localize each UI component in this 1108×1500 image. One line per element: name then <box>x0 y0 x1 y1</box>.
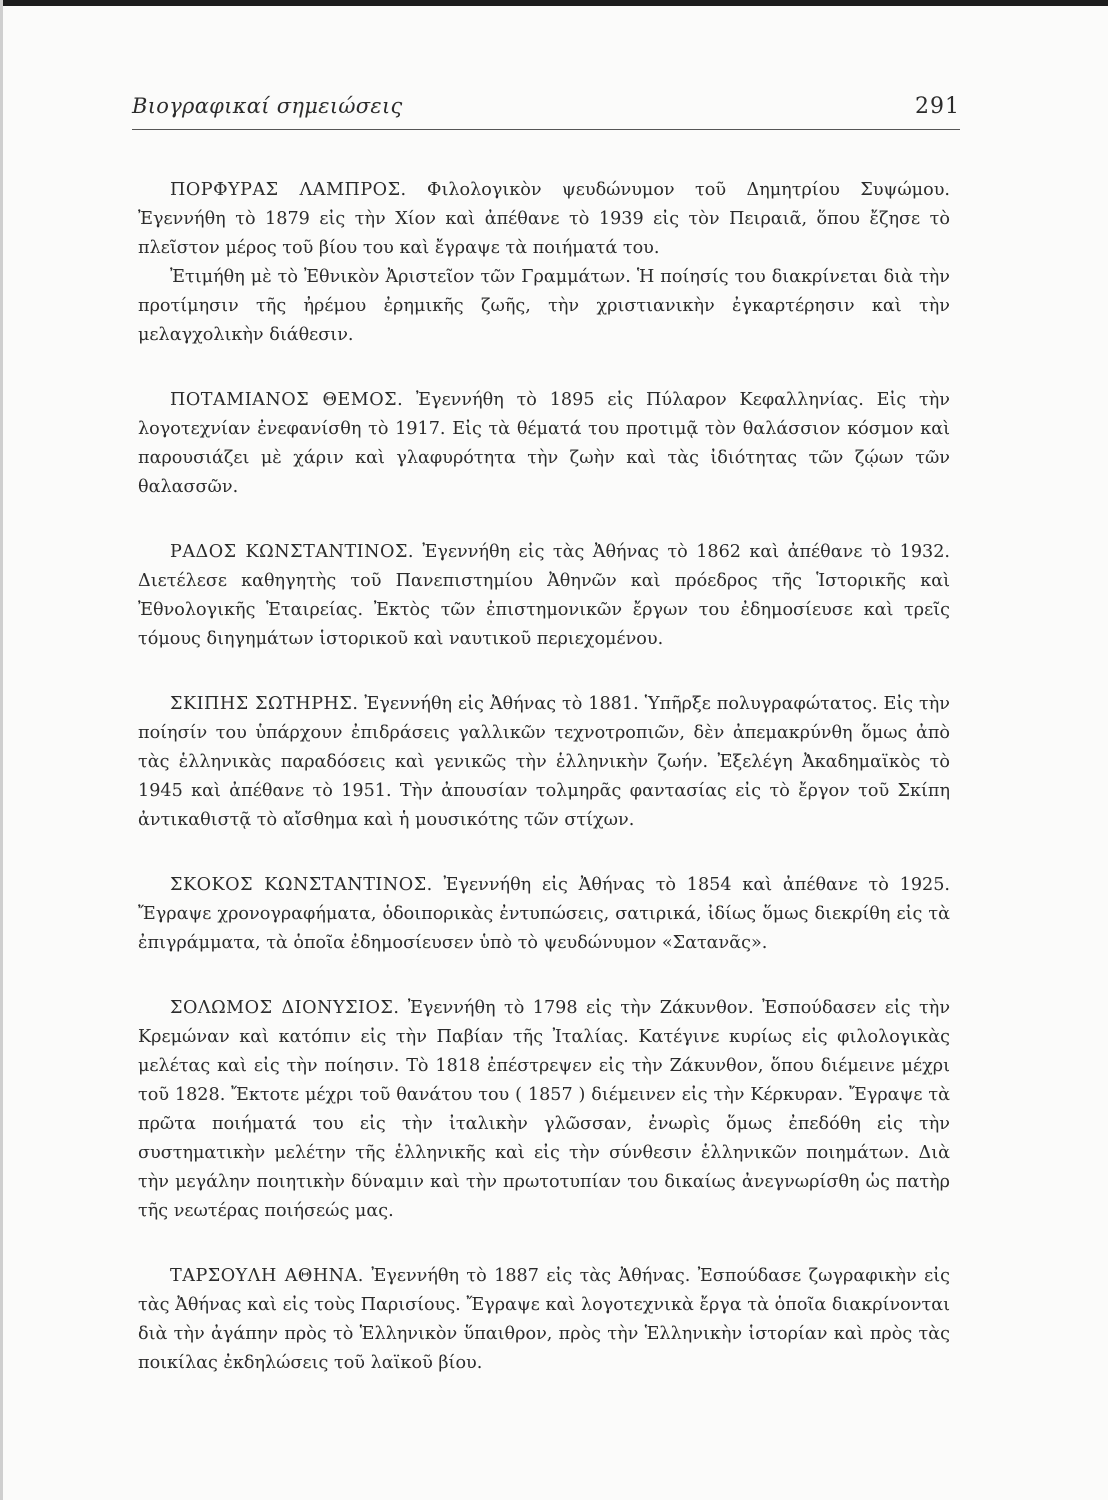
entry-name: ΡΑΔΟΣ ΚΩΝΣΤΑΝΤΙΝΟΣ. <box>170 542 414 562</box>
scan-top-edge <box>0 0 1108 6</box>
entry-text: Ἐγεννήθη τὸ 1887 εἰς τὰς Ἀθήνας. Ἐσπούδασε ζωγραφικὴν εἰς τὰς Ἀθήνας καὶ εἰς τοὺς Παρισίους. Ἔγραψε καὶ λογοτεχνικὰ ἔργα τὰ ὁποῖα διακρίνονται διὰ τὴν ἀγάπην πρὸς τὸ Ἑλληνικὸν ὕπαιθρον, πρὸς τὴν Ἑλληνικὴν ἱστορίαν καὶ πρὸς τὰς ποικίλας ἐκδηλώσεις τοῦ λαϊκοῦ βίου. <box>138 1266 950 1373</box>
page-header <box>132 94 960 128</box>
entry-paragraph <box>138 690 950 835</box>
entry-text: Ἐγεννήθη τὸ 1798 εἰς τὴν Ζάκυνθον. Ἐσπούδασεν εἰς τὴν Κρεμώναν καὶ κατόπιν εἰς τὴν Παβίαν τῆς Ἰταλίας. Κατέγινε κυρίως εἰς φιλολογικὰς μελέτας καὶ εἰς τὴν ποίησιν. Τὸ 1818 ἐπέστρεψεν εἰς τὴν Ζάκυνθον, ὅπου διέμεινε μέχρι τοῦ 1828. Ἔκτοτε μέχρι τοῦ θανάτου του ( 1857 ) διέμεινεν εἰς τὴν Κέρκυραν. Ἔγραψε τὰ πρῶτα ποιήματά του εἰς τὴν ἰταλικὴν γλῶσσαν, ἐνωρὶς ὅμως ἐπεδόθη εἰς τὴν συστηματικὴν μελέτην τῆς ἑλληνικῆς καὶ εἰς τὴν σύνθεσιν ἑλληνικῶν ποιημάτων. Διὰ τὴν μεγάλην ποιητικὴν δύναμιν καὶ τὴν πρωτοτυπίαν του δικαίως ἀνεγνωρίσθη ὡς πατὴρ τῆς νεωτέρας ποιήσεώς μας. <box>138 998 951 1221</box>
header-rule <box>132 129 960 130</box>
entry-text: Ἐγεννήθη τὸ 1895 εἰς Πύλαρον Κεφαλληνίας. Εἰς τὴν λογοτεχνίαν ἐνεφανίσθη τὸ 1917. Εἰς τὰ θέματά του προτιμᾷ τὸν θαλάσσιον κόσμον καὶ παρουσιάζει μὲ χάριν καὶ γλαφυρότητα τὴν ζωὴν καὶ τὰς ἰδιότητας τῶν ζῴων τῶν θαλασσῶν. <box>138 390 951 497</box>
page-number: 291 <box>915 94 960 119</box>
entry-text: Ἐγεννήθη εἰς Ἀθήνας τὸ 1854 καὶ ἀπέθανε τὸ 1925. Ἔγραψε χρονογραφήματα, ὁδοιπορικὰς ἐντυπώσεις, σατιρικά, ἰδίως ὅμως διεκρίθη εἰς τὰ ἐπιγράμματα, τὰ ὁποῖα ἐδημοσίευσεν ὑπὸ τὸ ψευδώνυμον «Σατανᾶς». <box>138 875 950 953</box>
entry-solomos <box>138 994 950 1226</box>
entry-skokos <box>138 871 950 958</box>
entry-skipis <box>138 690 950 835</box>
entry-text: Φιλολογικὸν ψευδώνυμον τοῦ Δημητρίου Συψώμου. Ἐγεννήθη τὸ 1879 εἰς τὴν Χίον καὶ ἀπέθανε τὸ 1939 εἰς τὸν Πειραιᾶ, ὅπου ἔζησε τὸ πλεῖστον μέρος τοῦ βίου του καὶ ἔγραψε τὰ ποιήματά του. <box>138 180 950 258</box>
entry-name: ΤΑΡΣΟΥΛΗ ΑΘΗΝΑ. <box>170 1266 364 1286</box>
entry-name: ΣΚΟΚΟΣ ΚΩΝΣΤΑΝΤΙΝΟΣ. <box>170 875 433 895</box>
entry-name: ΣΚΙΠΗΣ ΣΩΤΗΡΗΣ. <box>170 694 359 714</box>
entry-text: Ἐγεννήθη εἰς Ἀθήνας τὸ 1881. Ὑπῆρξε πολυγραφώτατος. Εἰς τὴν ποίησίν του ὑπάρχουν ἐπιδράσεις γαλλικῶν τεχνοτροπιῶν, δὲν ἀπεμακρύνθη ὅμως ἀπὸ τὰς ἑλληνικὰς παραδόσεις καὶ γενικῶς τὴν ἑλληνικὴν ζωήν. Ἐξελέγη Ἀκαδημαϊκὸς τὸ 1945 καὶ ἀπέθανε τὸ 1951. Τὴν ἀπουσίαν τολμηρᾶς φαντασίας εἰς τὸ ἔργον τοῦ Σκίπη ἀντικαθιστᾷ τὸ αἴσθημα καὶ ἡ μουσικότης τῶν στίχων. <box>138 694 950 830</box>
entry-name: ΣΟΛΩΜΟΣ ΔΙΟΝΥΣΙΟΣ. <box>170 998 400 1018</box>
scan-left-edge <box>0 0 3 1500</box>
entry-paragraph <box>138 1262 950 1378</box>
entry-text: Ἐτιμήθη μὲ τὸ Ἐθνικὸν Ἀριστεῖον τῶν Γραμμάτων. Ἡ ποίησίς του διακρίνεται διὰ τὴν προτίμησιν τῆς ἠρέμου ἐρημικῆς ζωῆς, τὴν χριστιανικὴν ἐγκαρτέρησιν καὶ τὴν μελαγχολικὴν διάθεσιν. <box>138 267 950 345</box>
entry-paragraph <box>138 994 950 1226</box>
entry-rados <box>138 538 950 654</box>
entry-tarsouli <box>138 1262 950 1378</box>
entry-name: ΠΟΡΦΥΡΑΣ ΛΑΜΠΡΟΣ. <box>170 180 407 200</box>
entry-potamianos <box>138 386 950 502</box>
entry-porfyras <box>138 176 950 350</box>
entry-paragraph <box>138 538 950 654</box>
biography-list <box>138 140 950 1378</box>
entry-text: Ἐγεννήθη εἰς τὰς Ἀθήνας τὸ 1862 καὶ ἀπέθανε τὸ 1932. Διετέλεσε καθηγητὴς τοῦ Πανεπιστημίου Ἀθηνῶν καὶ πρόεδρος τῆς Ἱστορικῆς καὶ Ἐθνολογικῆς Ἑταιρείας. Ἐκτὸς τῶν ἐπιστημονικῶν ἔργων του ἐδημοσίευσε καὶ τρεῖς τόμους διηγημάτων ἱστορικοῦ καὶ ναυτικοῦ περιεχομένου. <box>138 542 951 649</box>
entry-paragraph <box>138 386 950 502</box>
entry-paragraph <box>138 176 950 263</box>
running-title: Βιογραφικαί σημειώσεις <box>132 94 403 118</box>
entry-paragraph <box>138 263 950 350</box>
entry-paragraph <box>138 871 950 958</box>
entry-name: ΠΟΤΑΜΙΑΝΟΣ ΘΕΜΟΣ. <box>170 390 404 410</box>
